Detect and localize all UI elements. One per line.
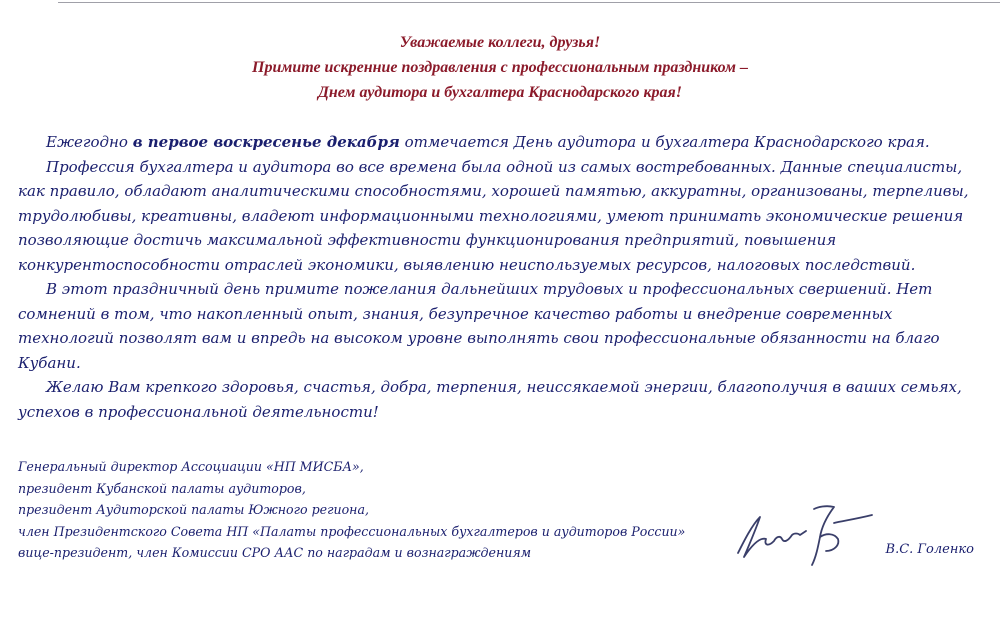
letter-body bbox=[18, 130, 990, 424]
paragraph-2: Профессия бухгалтера и аудитора во все времена была одной из самых востребованных. Данные специалисты, как правило, обладают аналитическими способностями, хорошей памятью, аккуратны, организованы, терпеливы, трудолюбивы, креативны, владеют информационными технологиями, умеют принимать экономические решения позволяющие достичь максимальной эффективности функционирования предприятий, повышения конкурентоспособности отраслей экономики, выявлению неиспользуемых ресурсов, налоговых последствий. bbox=[18, 157, 969, 274]
signatory-title-3: президент Аудиторской палаты Южного региона, bbox=[18, 502, 369, 517]
signatory-name: В.С. Голенко bbox=[885, 542, 974, 557]
paragraph-1-start: Ежегодно bbox=[46, 133, 133, 151]
signatory-title-2: президент Кубанской палаты аудиторов, bbox=[18, 480, 306, 496]
greeting-heading bbox=[0, 30, 1000, 105]
signatory-title-5: вице-президент, член Комиссии СРО ААС по наградам и вознаграждениям bbox=[18, 545, 532, 560]
paragraph-4: Желаю Вам крепкого здоровья, счастья, добра, терпения, неиссякаемой энергии, благополучия в ваших семьях, успехов в профессиональной деятельности! bbox=[18, 378, 962, 421]
paragraph-1-end: отмечается День аудитора и бухгалтера Краснодарского края. bbox=[399, 133, 930, 151]
heading-line-2: Примите искренние поздравления с профессиональным праздником – bbox=[252, 59, 748, 76]
signatory-title-1: Генеральный директор Ассоциации «НП МИСБА», bbox=[18, 459, 364, 474]
signatory-title-4: член Президентского Совета НП «Палаты профессиональных бухгалтеров и аудиторов России» bbox=[18, 523, 686, 539]
heading-line-1: Уважаемые коллеги, друзья! bbox=[399, 34, 601, 51]
paragraph-1-bold-date: в первое воскресенье декабря bbox=[132, 133, 400, 151]
paragraph-3: В этот праздничный день примите пожелания дальнейших трудовых и профессиональных свершений. Нет сомнений в том, что накопленный опыт, знания, безупречное качество работы и внедрение современных технологий позволят вам и впредь на высоком уровне выполнять свои профессиональные обязанности на благо Кубани. bbox=[18, 280, 940, 372]
top-border-line bbox=[58, 2, 1000, 3]
signatory-titles bbox=[18, 456, 778, 564]
paragraph-1 bbox=[18, 130, 990, 155]
handwritten-signature bbox=[730, 495, 880, 575]
heading-line-3: Днем аудитора и бухгалтера Краснодарского края! bbox=[317, 84, 683, 101]
